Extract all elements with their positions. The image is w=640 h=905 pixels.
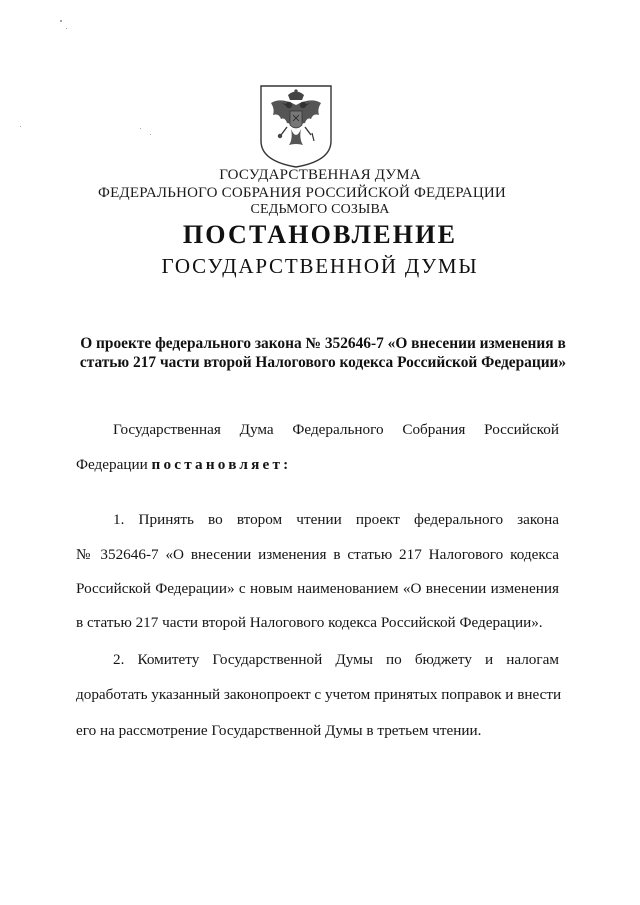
item1-line: в статью 217 части второй Налогового кодекса Российской Федерации». (76, 614, 543, 631)
duma-name: ГОСУДАРСТВЕННАЯ ДУМА (219, 167, 421, 183)
preamble-line: Государственная Дума Федерального Собрания Российской (113, 421, 559, 438)
scan-speck (60, 20, 62, 22)
resolution-subtitle: ГОСУДАРСТВЕННОЙ ДУМЫ (161, 254, 479, 278)
preamble-federation: Федерации (76, 456, 148, 473)
coat-of-arms-emblem (257, 83, 335, 169)
federal-assembly-name: ФЕДЕРАЛЬНОГО СОБРАНИЯ РОССИЙСКОЙ ФЕДЕРАЦИИ (98, 185, 506, 201)
item2-line: его на рассмотрение Государственной Думы в третьем чтении. (76, 722, 482, 739)
preamble-line-2 (76, 456, 291, 474)
item2-line: 2. Комитету Государственной Думы по бюджету и налогам (113, 651, 559, 668)
resolution-subject: О проекте федерального закона № 352646-7 «О внесении изменения в статью 217 части второй Налогового кодекса Российской Федерации» (79, 335, 567, 371)
convocation-name: СЕДЬМОГО СОЗЫВА (250, 202, 390, 217)
scan-speck (66, 28, 67, 29)
resolution-title: ПОСТАНОВЛЕНИЕ (182, 220, 458, 249)
item1-line: № 352646-7 «О внесении изменения в статью 217 Налогового кодекса (76, 546, 559, 563)
scan-speck (20, 126, 21, 127)
item1-line: 1. Принять во втором чтении проект федерального закона (113, 511, 559, 528)
preamble-resolves: постановляет: (151, 456, 292, 473)
item1-line: Российской Федерации» с новым наименованием «О внесении изменения (76, 580, 559, 597)
item2-line: доработать указанный законопроект с учетом принятых поправок и внести (76, 686, 562, 703)
scan-speck (140, 128, 141, 129)
scan-speck (150, 134, 151, 135)
